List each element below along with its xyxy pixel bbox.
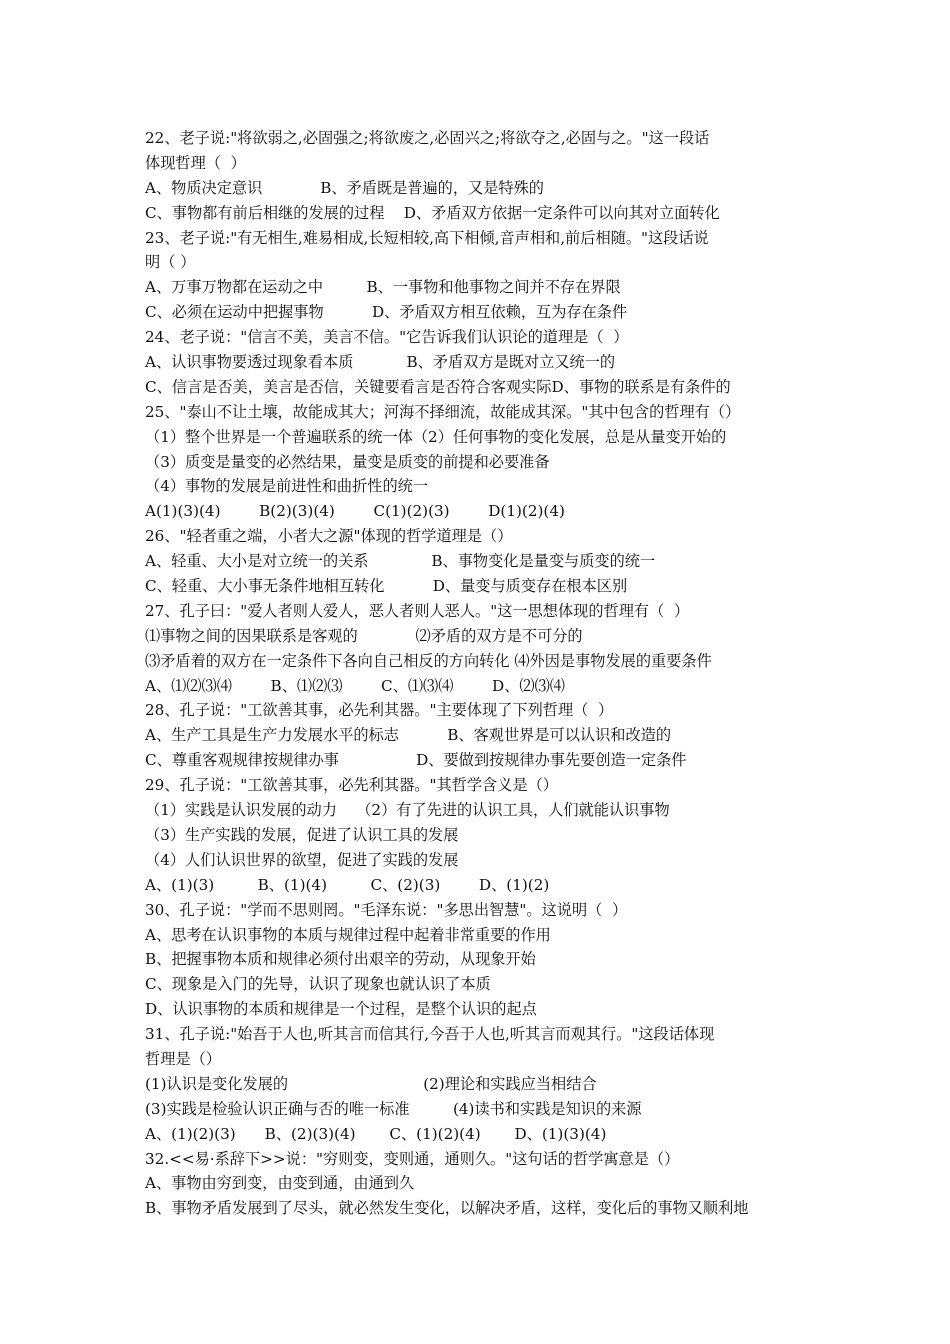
text-line: A、轻重、大小是对立统一的关系 B、事物变化是量变与质变的统一 (145, 552, 656, 571)
text-line: （1）整个世界是一个普遍联系的统一体（2）任何事物的变化发展，总是从量变开始的 (145, 427, 727, 446)
text-line: A、(1)(3) B、(1)(4) C、(2)(3) D、(1)(2) (145, 875, 550, 894)
text-line: C、轻重、大小事无条件地相互转化 D、量变与质变存在根本区别 (145, 577, 628, 596)
text-line: （1）实践是认识发展的动力 （2）有了先进的认识工具，人们就能认识事物 (145, 801, 670, 820)
text-line: A、万事万物都在运动之中 B、一事物和他事物之间并不存在界限 (145, 278, 621, 297)
text-line: （3）质变是量变的必然结果，量变是质变的前提和必要准备 (145, 452, 550, 471)
text-line: (1)认识是变化发展的 (2)理论和实践应当相结合 (145, 1074, 597, 1093)
text-line: 哲理是（） (145, 1049, 221, 1068)
text-line: C、必须在运动中把握事物 D、矛盾双方相互依赖，互为存在条件 (145, 303, 628, 322)
text-line: A、生产工具是生产力发展水平的标志 B、客观世界是可以认识和改造的 (145, 726, 672, 745)
text-line: A、⑴⑵⑶⑷ B、⑴⑵⑶ C、⑴⑶⑷ D、⑵⑶⑷ (145, 676, 565, 695)
text-line: 28、孔子说："工欲善其事，必先利其器。"主要体现了下列哲理（ ） (145, 701, 614, 720)
text-line: 30、孔子说："学而不思则罔。"毛泽东说："多思出智慧"。这说明（ ） (145, 900, 628, 919)
text-line: 明（ ） (145, 253, 196, 272)
text-line: A、事物由穷到变，由变到通，由通到久 (145, 1174, 415, 1193)
text-line: 32.<<易·系辞下>>说："穷则变，变则通，通则久。"这句话的哲学寓意是（） (145, 1149, 680, 1168)
text-line: D、认识事物的本质和规律是一个过程，是整个认识的起点 (145, 1000, 537, 1019)
text-line: A、思考在认识事物的本质与规律过程中起着非常重要的作用 (145, 925, 551, 944)
text-line: C、现象是入门的先导，认识了现象也就认识了本质 (145, 975, 491, 994)
text-line: 25、"泰山不让土壤，故能成其大；河海不择细流，故能成其深。"其中包含的哲理有（） (145, 402, 741, 421)
text-line: 24、老子说："信言不美，美言不信。"它告诉我们认识论的道理是（ ） (145, 328, 629, 347)
text-line: （3）生产实践的发展，促进了认识工具的发展 (145, 825, 459, 844)
text-line: （4）人们认识世界的欲望，促进了实践的发展 (145, 850, 459, 869)
text-line: 27、孔子曰："爱人者则人爱人，恶人者则人恶人。"这一思想体现的哲理有（ ） (145, 601, 690, 620)
text-line: ⑴事物之间的因果联系是客观的 ⑵矛盾的双方是不可分的 (145, 626, 583, 645)
text-line: C、事物都有前后相继的发展的过程 D、矛盾双方依据一定条件可以向其对立面转化 (145, 203, 720, 222)
text-line: 体现哲理（ ） (145, 153, 246, 172)
text-line: 22、老子说:"将欲弱之,必固强之;将欲废之,必固兴之;将欲夺之,必固与之。"这一段话 (145, 129, 710, 147)
text-line: B、把握事物本质和规律必须付出艰辛的劳动，从现象开始 (145, 950, 536, 969)
text-line: 23、老子说:"有无相生,难易相成,长短相较,高下相倾,音声相和,前后相随。"这段话说 (145, 228, 709, 247)
text-line: A、物质决定意识 B、矛盾既是普遍的，又是特殊的 (145, 178, 544, 197)
text-line: C、尊重客观规律按规律办事 D、要做到按规律办事先要创造一定条件 (145, 751, 687, 770)
text-line: 29、孔子说："工欲善其事，必先利其器。"其哲学含义是（） (145, 776, 558, 795)
text-line: A、认识事物要透过现象看本质 B、矛盾双方是既对立又统一的 (145, 353, 616, 372)
text-line: (3)实践是检验认识正确与否的唯一标准 (4)读书和实践是知识的来源 (145, 1099, 642, 1118)
text-line: （4）事物的发展是前进性和曲折性的统一 (145, 477, 429, 496)
document-body (145, 126, 815, 1221)
text-line: C、信言是否美，美言是否信，关键要看言是否符合客观实际D、事物的联系是有条件的 (145, 377, 731, 396)
text-line: 31、孔子说:"始吾于人也,听其言而信其行,今吾于人也,听其言而观其行。"这段话体现 (145, 1025, 715, 1044)
text-line: 26、"轻者重之端，小者大之源"体现的哲学道理是（） (145, 527, 513, 546)
text-line: B、事物矛盾发展到了尽头，就必然发生变化，以解决矛盾，这样，变化后的事物又顺利地 (145, 1199, 749, 1218)
text-line: ⑶矛盾着的双方在一定条件下各向自己相反的方向转化 ⑷外因是事物发展的重要条件 (145, 651, 712, 670)
text-line: A、(1)(2)(3) B、(2)(3)(4) C、(1)(2)(4) D、(1)(3)(4) (145, 1124, 607, 1143)
text-line: A(1)(3)(4) B(2)(3)(4) C(1)(2)(3) D(1)(2)(4) (145, 502, 565, 521)
